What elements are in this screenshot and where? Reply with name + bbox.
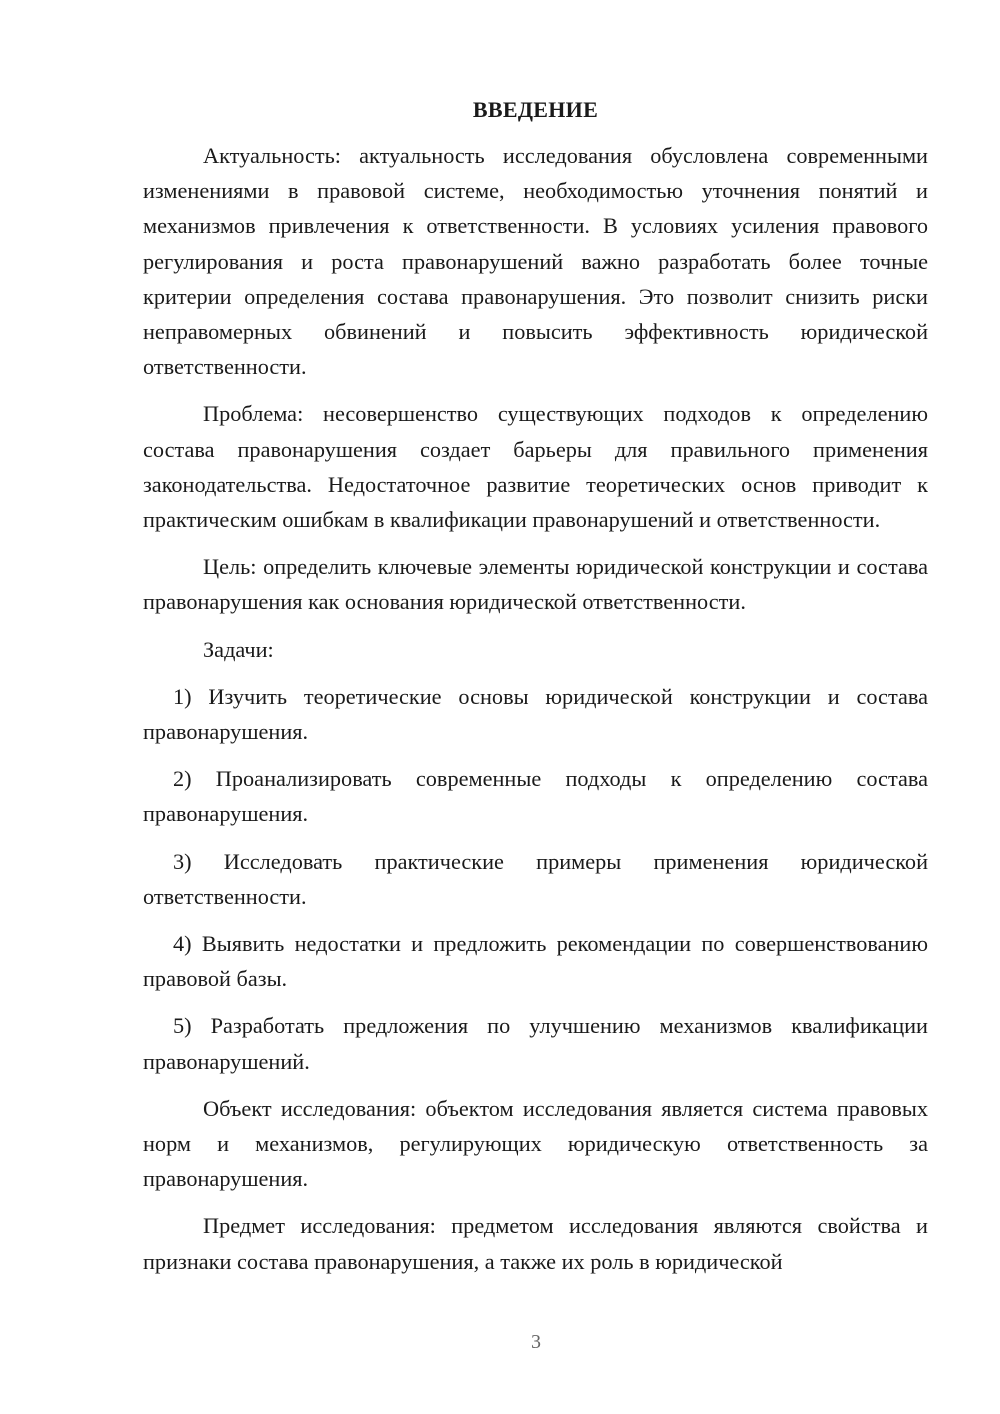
document-page — [143, 90, 928, 1291]
problem-paragraph: Проблема: несовершенство существующих подходов к определению состава правонарушения создает барьеры для правильного применения законодательства. Недостаточное развитие теоретических основ приводит к практическим ошибкам в квалификации правонарушений и ответственности. — [143, 401, 928, 533]
task-item: 1) Изучить теоретические основы юридической конструкции и состава правонарушения. — [143, 683, 928, 745]
section-heading: ВВЕДЕНИЕ — [472, 97, 599, 122]
object-paragraph: Объект исследования: объектом исследования является система правовых норм и механизмов, регулирующих юридическую ответственность за правонарушения. — [143, 1095, 928, 1192]
task-item: 5) Разработать предложения по улучшению механизмов квалификации правонарушений. — [143, 1013, 928, 1074]
goal-paragraph: Цель: определить ключевые элементы юридической конструкции и состава правонарушения как основания юридической ответственности. — [143, 554, 928, 615]
task-item: 3) Исследовать практические примеры применения юридической ответственности. — [143, 848, 928, 909]
task-item: 4) Выявить недостатки и предложить рекомендации по совершенствованию правовой базы. — [143, 931, 928, 992]
tasks-label: Задачи: — [203, 636, 274, 662]
task-item: 2) Проанализировать современные подходы к определению состава правонарушения. — [143, 766, 928, 827]
page-number: 3 — [531, 1331, 541, 1353]
relevance-paragraph: Актуальность: актуальность исследования обусловлена современными изменениями в правовой системе, необходимостью уточнения понятий и механизмов привлечения к ответственности. В условиях усиления правового регулирования и роста правонарушений важно разработать более точные критерии определения состава правонарушения. Это позволит снизить риски неправомерных обвинений и повысить эффективность юридической ответственности. — [143, 143, 928, 380]
subject-paragraph: Предмет исследования: предметом исследования являются свойства и признаки состава правонарушения, а также их роль в юридической — [143, 1213, 928, 1274]
